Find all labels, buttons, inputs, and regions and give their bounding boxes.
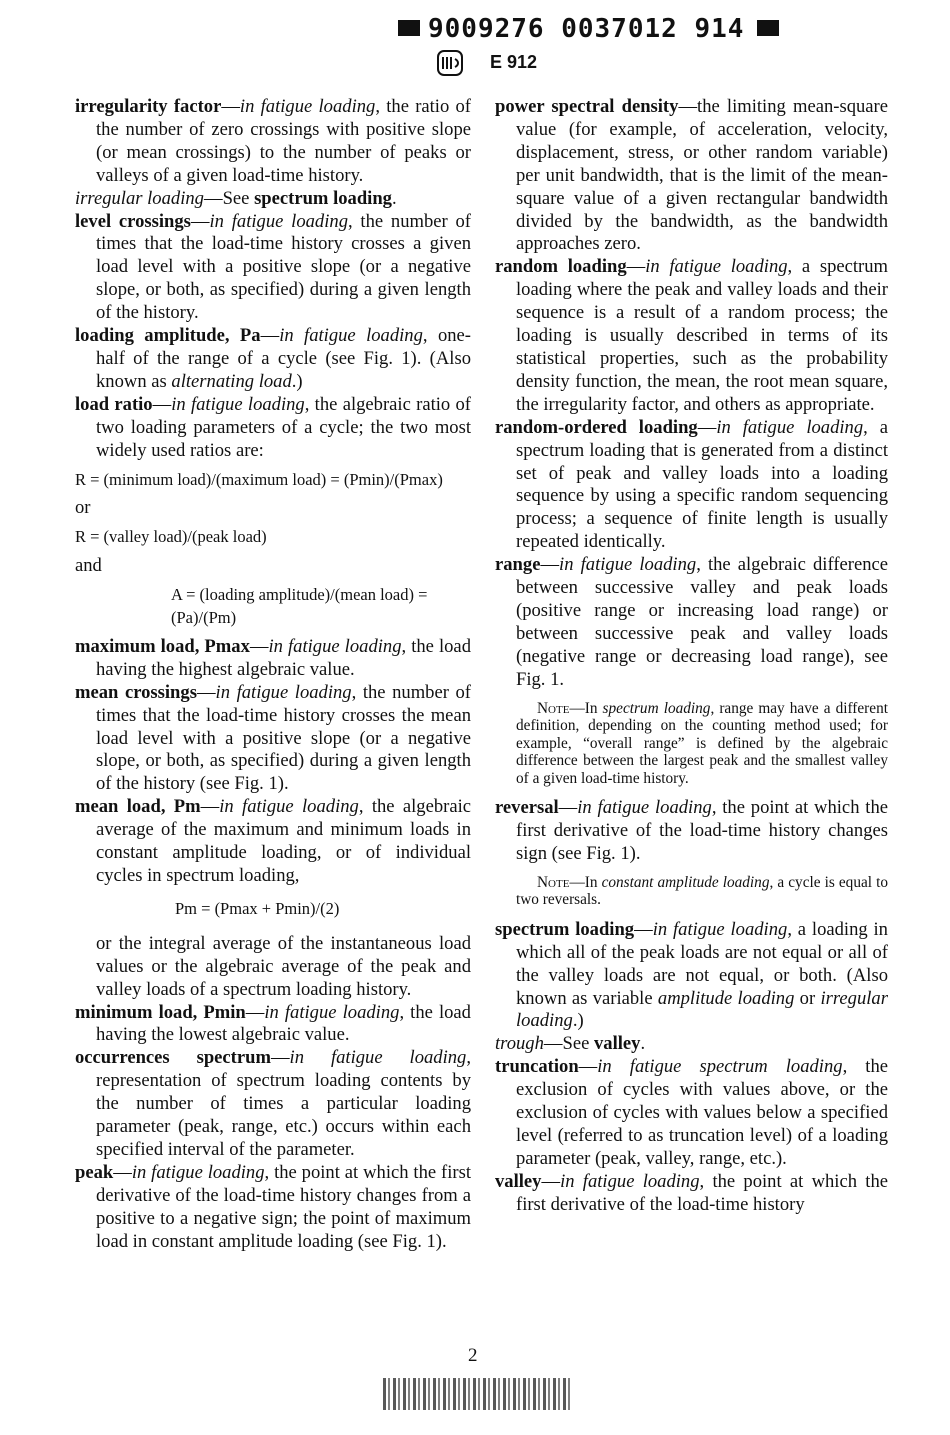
context: in fatigue loading [171,393,305,415]
note-text: , a cycle is equal to two reversals. [516,873,888,909]
context: in fatigue loading [289,1047,467,1069]
entry-random-loading: random loading—in fatigue loading, a spectrum loading where the peak and valley loads and their sequence is a result of a random process; the loading is usually described in terms of its statistical properties, such as the probability density function, the mean, the root mean square, the irregularity factor, and others as appropriate. [495,256,889,415]
context: in fatigue loading [560,1170,700,1192]
entry-irregular-loading [75,188,471,211]
definition: , the load having the lowest algebraic value. [96,1001,471,1046]
barcode-block-left [398,20,420,36]
context: in fatigue loading [268,635,402,657]
context: in fatigue loading [279,325,423,347]
term: irregularity factor [75,96,222,117]
page-number: 2 [468,1345,478,1366]
term: mean load, Pm [75,796,201,818]
entry-loading-amplitude: loading amplitude, Pa—in fatigue loading, one-half of the range of a cycle (see Fig. 1). (Also known as alternating load.) [75,325,471,392]
term: range [495,554,541,576]
definition: , the number of times that the load-time history crosses a given load level with a positive slope (or a negative slope, or both, as specified) during a given length of the history. [96,210,472,324]
entry-spectrum-loading: spectrum loading—in fatigue loading, a loading in which all of the peak loads are not equal or all of the valley loads are not equal, or both. (Also known as variable amplitude loading or irregular loading.) [495,918,888,1032]
term: reversal [495,797,559,819]
note-italic-term: constant amplitude loading [601,873,770,891]
term: minimum load, Pmin [75,1001,246,1023]
punctuation: .) [291,370,303,392]
term: level crossings [75,210,191,232]
definition: , the point at which the first derivative of the load-time history changes sign (see Fig. 1). [516,797,889,864]
note-text: , range may have a different definition, depending on the counting method used; for example, “overall range” is defined by the algebraic difference between the largest peak and the smallest valley of a given load-time history. [516,699,888,787]
definition: , a loading in which all of the peak loads are not equal or all of the valley loads are not equal, or both. (Also known as variable [516,918,888,1009]
term: truncation [495,1056,579,1078]
context: in fatigue spectrum loading [597,1056,843,1078]
note-label: Note [537,873,570,891]
definition: —the limiting mean-square value (for example, of acceleration, velocity, displacement, stress, or other random variable) per unit bandwidth, that is the limit of the mean-square value of a given rectangular bandwidth divided by the bandwidth, as the bandwidth approaches zero. [516,96,888,255]
connector: or [794,987,821,1009]
note-label: Note [537,699,570,717]
right-column [495,96,888,1217]
definition: , the point at which the first derivative of the load-time history [516,1170,889,1215]
standard-designation: E 912 [490,52,538,72]
definition: , the ratio of the number of zero crossings with positive slope (or mean crossings) to the number of peaks or valleys of a given load-time history. [96,96,472,186]
context: in fatigue loading [264,1001,400,1023]
entry-mean-crossings: mean crossings—in fatigue loading, the number of times that the load-time history crosses the mean load level with a positive slope (or a negative slope, or both, as specified) during a given length of the history (see Fig. 1). [75,681,471,795]
term: maximum load, Pmax [75,635,250,657]
definition: —See [543,1033,594,1055]
term: spectrum loading [495,918,635,940]
punctuation: . [640,1033,646,1055]
alternate-term-2: irregular loading [516,987,888,1032]
context: in fatigue loading [209,210,348,232]
entry-power-spectral-density [495,96,888,256]
entry-load-ratio: load ratio—in fatigue loading, the algebraic ratio of two loading parameters of a cycle; the two most widely used ratios are: [75,393,471,461]
entry-range: range—in fatigue loading, the algebraic difference between successive valley and peak loads (positive range or increasing load range) or between successive peak and valley loads (negative range or decreasing load range), see Fig. 1. [495,554,889,690]
term: random loading [495,256,627,278]
entry-random-ordered-loading: random-ordered loading—in fatigue loading, a spectrum loading that is generated from a distinct set of peak and valley loads into a loading sequence by using a specific random sequencing process; a sequence of finite length is usually repeated identically. [495,416,888,553]
definition: , the exclusion of cycles with values above, or the exclusion of cycles with values below a specified level (referred to as truncation level) of a loading parameter (peak, valley, range, etc.). [516,1056,888,1169]
definition: , the load having the highest algebraic value. [96,635,471,680]
equation-valley-peak: R = (valley load)/(peak load) [75,527,267,547]
context: in fatigue loading [559,554,697,576]
note-italic-term: spectrum loading [602,699,711,717]
term: load ratio [75,393,153,415]
definition: , the algebraic difference between successive valley and peak loads (positive range or increasing load range) or between successive peak and valley loads (negative range or decreasing load range), see Fig. 1. [516,554,889,690]
term: valley [495,1170,542,1192]
term: random-ordered loading [495,416,698,438]
cross-reference: valley [594,1033,641,1055]
term: power spectral density [495,96,679,117]
term: occurrences spectrum [75,1047,271,1069]
term: loading amplitude, Pa [75,325,261,347]
entry-truncation: truncation—in fatigue spectrum loading, the exclusion of cycles with values above, or the exclusion of cycles with values below a specified level (referred to as truncation level) of a loading parameter (peak, valley, range, etc.). [495,1056,888,1169]
alternate-term: alternating load [171,370,292,392]
context: in fatigue loading [215,681,352,703]
definition: —See [203,187,255,209]
entry-minimum-load: minimum load, Pmin—in fatigue loading, the load having the lowest algebraic value. [75,1001,471,1046]
context: in fatigue loading [577,797,712,819]
definition: , the point at which the first derivative of the load-time history changes from a positive to a negative sign; the point of maximum load in constant amplitude loading (see Fig. 1). [96,1161,471,1252]
equation-load-ratio: R = (minimum load)/(maximum load) = (Pmin)/(Pmax) [75,469,443,489]
definition: , the algebraic ratio of two loading parameters of a cycle; the two most widely used ratios are: [96,393,471,461]
context: in fatigue loading [219,796,359,818]
definition: , one-half of the range of a cycle (see Fig. 1). (Also known as [96,325,471,392]
punctuation: .) [572,1010,584,1032]
alternate-term: amplitude loading [657,987,795,1009]
punctuation: . [391,187,397,209]
note-reversal [495,874,888,909]
equation-amplitude-ratio: A = (loading amplitude)/(mean load) = (Pa)/(Pm) [171,585,428,628]
entry-peak: peak—in fatigue loading, the point at which the first derivative of the load-time history changes from a positive to a negative sign; the point of maximum load in constant amplitude loading (see Fig. 1). [75,1161,471,1252]
conjunction-and: and [75,555,102,577]
definition: , the algebraic average of the maximum and minimum loads in constant amplitude loading, or of individual cycles in spectrum loading, [96,796,472,886]
definition: , the number of times that the load-time history crosses the mean load level with a positive slope (or a negative slope, or both, as specified) during a given length of the history (see Fig. 1). [96,681,471,795]
entry-level-crossings: level crossings—in fatigue loading, the number of times that the load-time history crosses a given load level with a positive slope (or a negative slope, or both, as specified) during a given length of the history. [75,210,472,324]
context: in fatigue loading [131,1161,265,1183]
conjunction-or: or [75,497,91,519]
designation-header [0,50,950,78]
term: peak [75,1161,114,1183]
context: in fatigue loading [716,416,864,438]
left-column [75,96,471,1254]
astm-logo-icon [437,50,463,76]
context: in fatigue loading [652,918,788,940]
note-prefix: —In [569,873,602,891]
term: irregular loading [75,187,204,209]
note-prefix: —In [569,699,603,717]
entry-reversal: reversal—in fatigue loading, the point at which the first derivative of the load-time history changes sign (see Fig. 1). [495,797,889,864]
definition: , representation of spectrum loading contents by the number of times a particular loading parameter (peak, range, etc.) occurs within each specified interval of the parameter. [96,1047,472,1160]
entry-valley: valley—in fatigue loading, the point at which the first derivative of the load-time history [495,1170,889,1215]
term: trough [495,1033,544,1055]
entry-irregularity-factor: irregularity factor—in fatigue loading, the ratio of the number of zero crossings with positive slope (or mean crossings) to the number of peaks or valleys of a given load-time history. [75,96,472,186]
entry-trough [495,1033,888,1056]
note-range [495,700,888,788]
scan-artifact [383,1378,573,1410]
entry-occurrences-spectrum: occurrences spectrum—in fatigue loading, representation of spectrum loading contents by the number of times a particular loading parameter (peak, range, etc.) occurs within each specified interval of the parameter. [75,1047,472,1160]
definition: , a spectrum loading where the peak and valley loads and their sequence is a result of a random process; the loading is usually described in terms of its statistical properties, such as the probability density function, the mean, the root mean square, the irregularity factor, and others as appropriate. [516,256,889,415]
equation-mean-load: Pm = (Pmax + Pmin)/(2) [175,898,340,918]
context: in fatigue loading [239,96,376,117]
entry-maximum-load: maximum load, Pmax—in fatigue loading, the load having the highest algebraic value. [75,635,471,680]
term: mean crossings [75,681,197,703]
barcode-block-right [757,20,779,36]
context: in fatigue loading [645,256,788,278]
definition: , a spectrum loading that is generated from a distinct set of peak and valley loads into a loading sequence by using a specific random sequencing process; a sequence of finite length is usually repeated identically. [516,416,888,553]
barcode-number: 9009276 0037012 914 [428,14,745,44]
document-header [0,8,950,42]
cross-reference: spectrum loading [254,187,392,209]
mean-load-continuation: or the integral average of the instantaneous load values or the algebraic average of the peak and valley loads of a spectrum loading history. [96,932,471,1000]
entry-mean-load: mean load, Pm—in fatigue loading, the algebraic average of the maximum and minimum loads in constant amplitude loading, or of individual cycles in spectrum loading, [75,796,472,886]
